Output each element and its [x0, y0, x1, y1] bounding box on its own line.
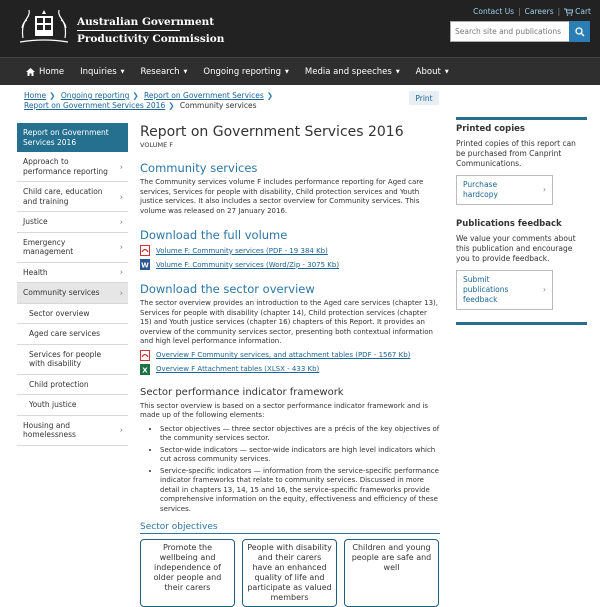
download-row	[140, 364, 440, 375]
pdf-icon	[140, 350, 150, 361]
caret-down-icon: ▼	[285, 69, 289, 75]
purchase-hardcopy-label: Purchase hardcopy	[463, 180, 498, 199]
right-sidebar	[456, 117, 587, 325]
feedback-text: We value your comments about this publication and encourage you to provide feedback.	[456, 234, 576, 263]
chevron-right-icon: ›	[119, 242, 123, 252]
nav-inquiries[interactable]	[72, 58, 132, 86]
sidebar-item-childcare[interactable]	[17, 182, 128, 212]
nav-about[interactable]	[408, 58, 457, 86]
printed-copies-heading: Printed copies	[456, 124, 525, 134]
sidebar-item-label: Approach to performance reporting	[23, 157, 108, 176]
excel-icon	[140, 364, 150, 375]
cart-link[interactable]	[564, 7, 591, 16]
search-input[interactable]	[450, 21, 569, 42]
chevron-right-icon: ›	[119, 425, 123, 435]
chevron-right-icon: ›	[543, 185, 546, 194]
breadcrumb-current: Community services	[179, 101, 257, 110]
community-heading: Community services	[140, 161, 258, 175]
framework-text: This sector overview is based on a sector performance indicator framework and is made up of the following elements:	[140, 401, 428, 419]
purchase-hardcopy-button[interactable]	[456, 175, 553, 205]
chevron-right-icon: ›	[119, 288, 123, 297]
community-intro: The Community services volume F includes performance reporting for Aged care services, Services for people with disability, Child protection services and Youth justice services. It also includes a sector overview for Community services. This volume was released on 27 January 2016.	[140, 178, 424, 215]
pdf-icon	[140, 245, 150, 256]
chevron-right-icon: ❯	[266, 91, 274, 100]
print-button[interactable]: Print	[409, 91, 439, 105]
separator: |	[518, 7, 521, 16]
nav-research-label: Research	[140, 67, 180, 77]
search-box	[450, 21, 590, 42]
objective-box: People with disability and their carers have an enhanced quality of life and participate as valued members	[242, 539, 337, 607]
nav-ongoing-label: Ongoing reporting	[203, 67, 282, 77]
sidebar-item-emergency[interactable]	[17, 233, 128, 263]
sidebar-item-sector-overview[interactable]: Sector overview	[17, 304, 128, 325]
list-item: • Service-specific indicators — information from the service-specific performance indicator frameworks that relate to community services. Discussed in more detail in chapters 13, 14, 15 and 16, the service-specific frameworks provide comprehensive information on the equity, effectiveness and efficiency of these services.	[160, 467, 440, 515]
submit-feedback-button[interactable]	[456, 270, 553, 310]
coat-of-arms-logo[interactable]	[17, 8, 71, 48]
download-row	[140, 245, 440, 256]
separator: |	[557, 7, 561, 16]
svg-text:X: X	[142, 366, 148, 374]
breadcrumb-home[interactable]: Home	[24, 91, 47, 100]
sidebar-item-report-2016[interactable]: Report on Government Services 2016	[17, 123, 128, 152]
download-overview-xlsx-link[interactable]: Overview F Attachment tables (XLSX - 433 Kb)	[156, 365, 320, 373]
nav-home-label: Home	[39, 67, 65, 77]
chevron-right-icon: ›	[119, 191, 123, 201]
sidebar-item-label: Child care, education and training	[23, 187, 103, 206]
sidebar-item-child-protection[interactable]: Child protection	[17, 375, 128, 396]
breadcrumb-rogs-2016[interactable]: Report on Government Services 2016	[24, 101, 166, 110]
chevron-right-icon: ❯	[49, 91, 56, 100]
divider	[77, 30, 180, 31]
breadcrumb-ongoing[interactable]: Ongoing reporting	[60, 91, 130, 100]
chevron-right-icon: ❯	[132, 91, 139, 100]
sidebar-item-health[interactable]	[17, 263, 128, 284]
download-overview-pdf-link[interactable]: Overview F Community services, and attachment tables (PDF - 1567 Kb)	[156, 351, 411, 359]
nav-home[interactable]	[18, 58, 72, 86]
volume-label: VOLUME F	[140, 141, 174, 149]
download-volume-pdf-link[interactable]: Volume F: Community services (PDF - 19 384 Kb)	[156, 246, 328, 255]
chevron-right-icon: ›	[119, 267, 123, 277]
main-content	[140, 123, 440, 607]
objective-box: Children and young people are safe and well	[344, 539, 439, 607]
framework-heading: Sector performance indicator framework	[140, 386, 344, 398]
section-sidebar	[17, 123, 128, 446]
chevron-right-icon: ›	[543, 285, 546, 294]
search-icon	[575, 27, 585, 37]
nav-research[interactable]	[133, 58, 196, 86]
sidebar-item-youth-justice[interactable]: Youth justice	[17, 395, 128, 416]
sidebar-item-label: Emergency management	[23, 237, 74, 256]
objective-box: Promote the wellbeing and independence of older people and their carers	[140, 539, 235, 607]
sidebar-item-label: Community services	[23, 288, 100, 297]
objectives-boxes	[140, 539, 440, 607]
sidebar-item-aged-care[interactable]: Aged care services	[17, 324, 128, 345]
word-icon	[140, 259, 150, 270]
feedback-heading: Publications feedback	[456, 219, 562, 229]
sidebar-item-justice[interactable]	[17, 212, 128, 233]
sidebar-item-approach[interactable]	[17, 152, 128, 182]
utility-links	[473, 7, 591, 16]
cart-icon	[564, 8, 573, 16]
overview-heading: Download the sector overview	[140, 282, 315, 296]
caret-down-icon: ▼	[120, 69, 125, 75]
search-button[interactable]	[569, 21, 590, 42]
caret-down-icon: ▼	[444, 69, 449, 75]
chevron-right-icon: ❯	[168, 101, 175, 110]
objectives-heading: Sector objectives	[140, 522, 440, 534]
chevron-right-icon: ›	[119, 161, 123, 171]
caret-down-icon: ▼	[183, 69, 188, 75]
home-icon	[26, 68, 35, 76]
printed-copies-text: Printed copies of this report can be purchased from Canprint Communications.	[456, 139, 576, 168]
page-title: Report on Government Services 2016	[140, 124, 404, 140]
download-row	[140, 259, 440, 270]
breadcrumb-rogs[interactable]: Report on Government Services	[144, 91, 264, 100]
download-heading: Download the full volume	[140, 228, 288, 242]
nav-ongoing-reporting[interactable]	[195, 58, 296, 86]
careers-link[interactable]: Careers	[524, 7, 554, 16]
government-title[interactable]	[77, 15, 224, 46]
caret-down-icon: ▼	[395, 69, 400, 75]
sidebar-item-label: Health	[23, 267, 48, 277]
chevron-right-icon: ›	[119, 217, 123, 226]
gov-line-1: Australian Government	[77, 16, 215, 28]
framework-list	[160, 425, 440, 515]
gov-line-2: Productivity Commission	[77, 33, 225, 45]
sidebar-item-disability[interactable]: Services for people with disability	[17, 345, 128, 375]
nav-media-label: Media and speeches	[304, 67, 392, 77]
list-item: • Sector-wide indicators — sector-wide indicators are high level indicators which cut across community services.	[160, 446, 440, 465]
nav-inquiries-label: Inquiries	[80, 67, 117, 77]
divider	[456, 322, 587, 325]
overview-text: The sector overview provides an introduction to the Aged care services (chapter 13), Services for people with disability (chapter 14), Child protection services (chapter 15) and Youth justice services (chapter 16) chapters of this Report. It provides an overview of the community services sector, presenting both contextual information and high level performance information.	[140, 299, 439, 345]
sidebar-item-housing[interactable]	[17, 416, 128, 446]
main-navigation	[0, 57, 600, 85]
cart-label: Cart	[575, 7, 591, 16]
nav-media-speeches[interactable]	[297, 58, 408, 86]
nav-about-label: About	[415, 67, 441, 77]
download-row	[140, 350, 440, 361]
sidebar-item-label: Justice	[23, 217, 48, 226]
download-volume-word-link[interactable]: Volume F: Community services (Word/Zip - 3075 Kb)	[156, 260, 340, 269]
list-item: • Sector objectives — three sector objectives are a précis of the key objectives of the community services sector.	[160, 425, 440, 444]
submit-feedback-label: Submit publications feedback	[463, 275, 509, 304]
breadcrumb	[24, 91, 404, 111]
contact-us-link[interactable]: Contact Us	[473, 7, 515, 16]
site-header	[0, 0, 600, 57]
svg-text:W: W	[141, 261, 149, 270]
sidebar-item-label: Housing and homelessness	[23, 420, 76, 439]
sidebar-item-community[interactable]	[17, 283, 128, 304]
